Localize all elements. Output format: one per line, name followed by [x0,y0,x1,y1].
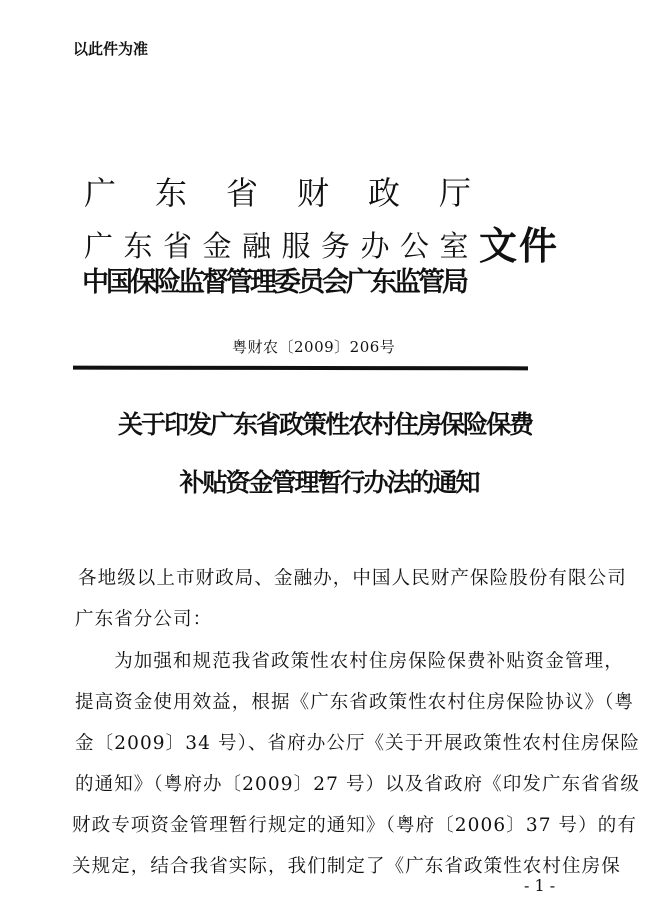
issuer-char: 省 [226,174,259,212]
issuer-char: 服 [281,229,311,263]
paragraph-line: 提高资金使用效益，根据《广东省政策性农村住房保险协议》（粤 [75,692,635,713]
issuer-insurance-regulator: 中国保险监督管理委员会广东监管局 [82,267,466,298]
issuer-char: 政 [368,174,401,212]
paragraph-line: 的通知》（粤府办〔2009〕27 号）以及省政府《印发广东省省级 [75,774,640,795]
issuer-char: 厅 [439,174,472,212]
issuer-char: 广 [84,174,117,212]
paragraph-line: 财政专项资金管理暂行规定的通知》（粤府〔2006〕37 号）的有 [72,815,637,836]
issuer-char: 省 [163,229,193,263]
header-divider [73,366,528,371]
paragraph-line: 为加强和规范我省政策性农村住房保险保费补贴资金管理， [75,651,624,672]
issuer-char: 公 [400,229,430,263]
document-label: 文件 [479,223,560,268]
issuer-char: 东 [155,174,188,212]
document-title-line-1: 关于印发广东省政策性农村住房保险保费 [117,410,532,439]
paragraph-line: 关规定，结合我省实际，我们制定了《广东省政策性农村住房保 [72,856,621,877]
page-number: - 1 - [524,876,556,895]
issuer-char: 办 [360,229,390,263]
issuer-char: 金 [202,229,232,263]
validity-stamp: 以此件为准 [73,40,149,58]
addressee-line: 各地级以上市财政局、金融办，中国人民财产保险股份有限公司 [78,568,627,589]
issuer-finance-department [84,168,510,214]
issuer-char: 室 [439,229,469,263]
addressee-line: 广东省分公司： [75,609,213,630]
document-title-line-2: 补贴资金管理暂行办法的通知 [179,468,479,497]
issuer-char: 务 [321,229,351,263]
issuer-char: 融 [242,229,272,263]
issuer-char: 财 [297,174,330,212]
issuer-financial-services-office [84,212,559,267]
issuer-char: 广 [84,229,114,263]
document-number: 粤财农〔2009〕206号 [232,338,396,356]
issuer-char: 东 [123,229,153,263]
paragraph-line: 金〔2009〕34 号）、省府办公厅《关于开展政策性农村住房保险 [75,733,640,754]
